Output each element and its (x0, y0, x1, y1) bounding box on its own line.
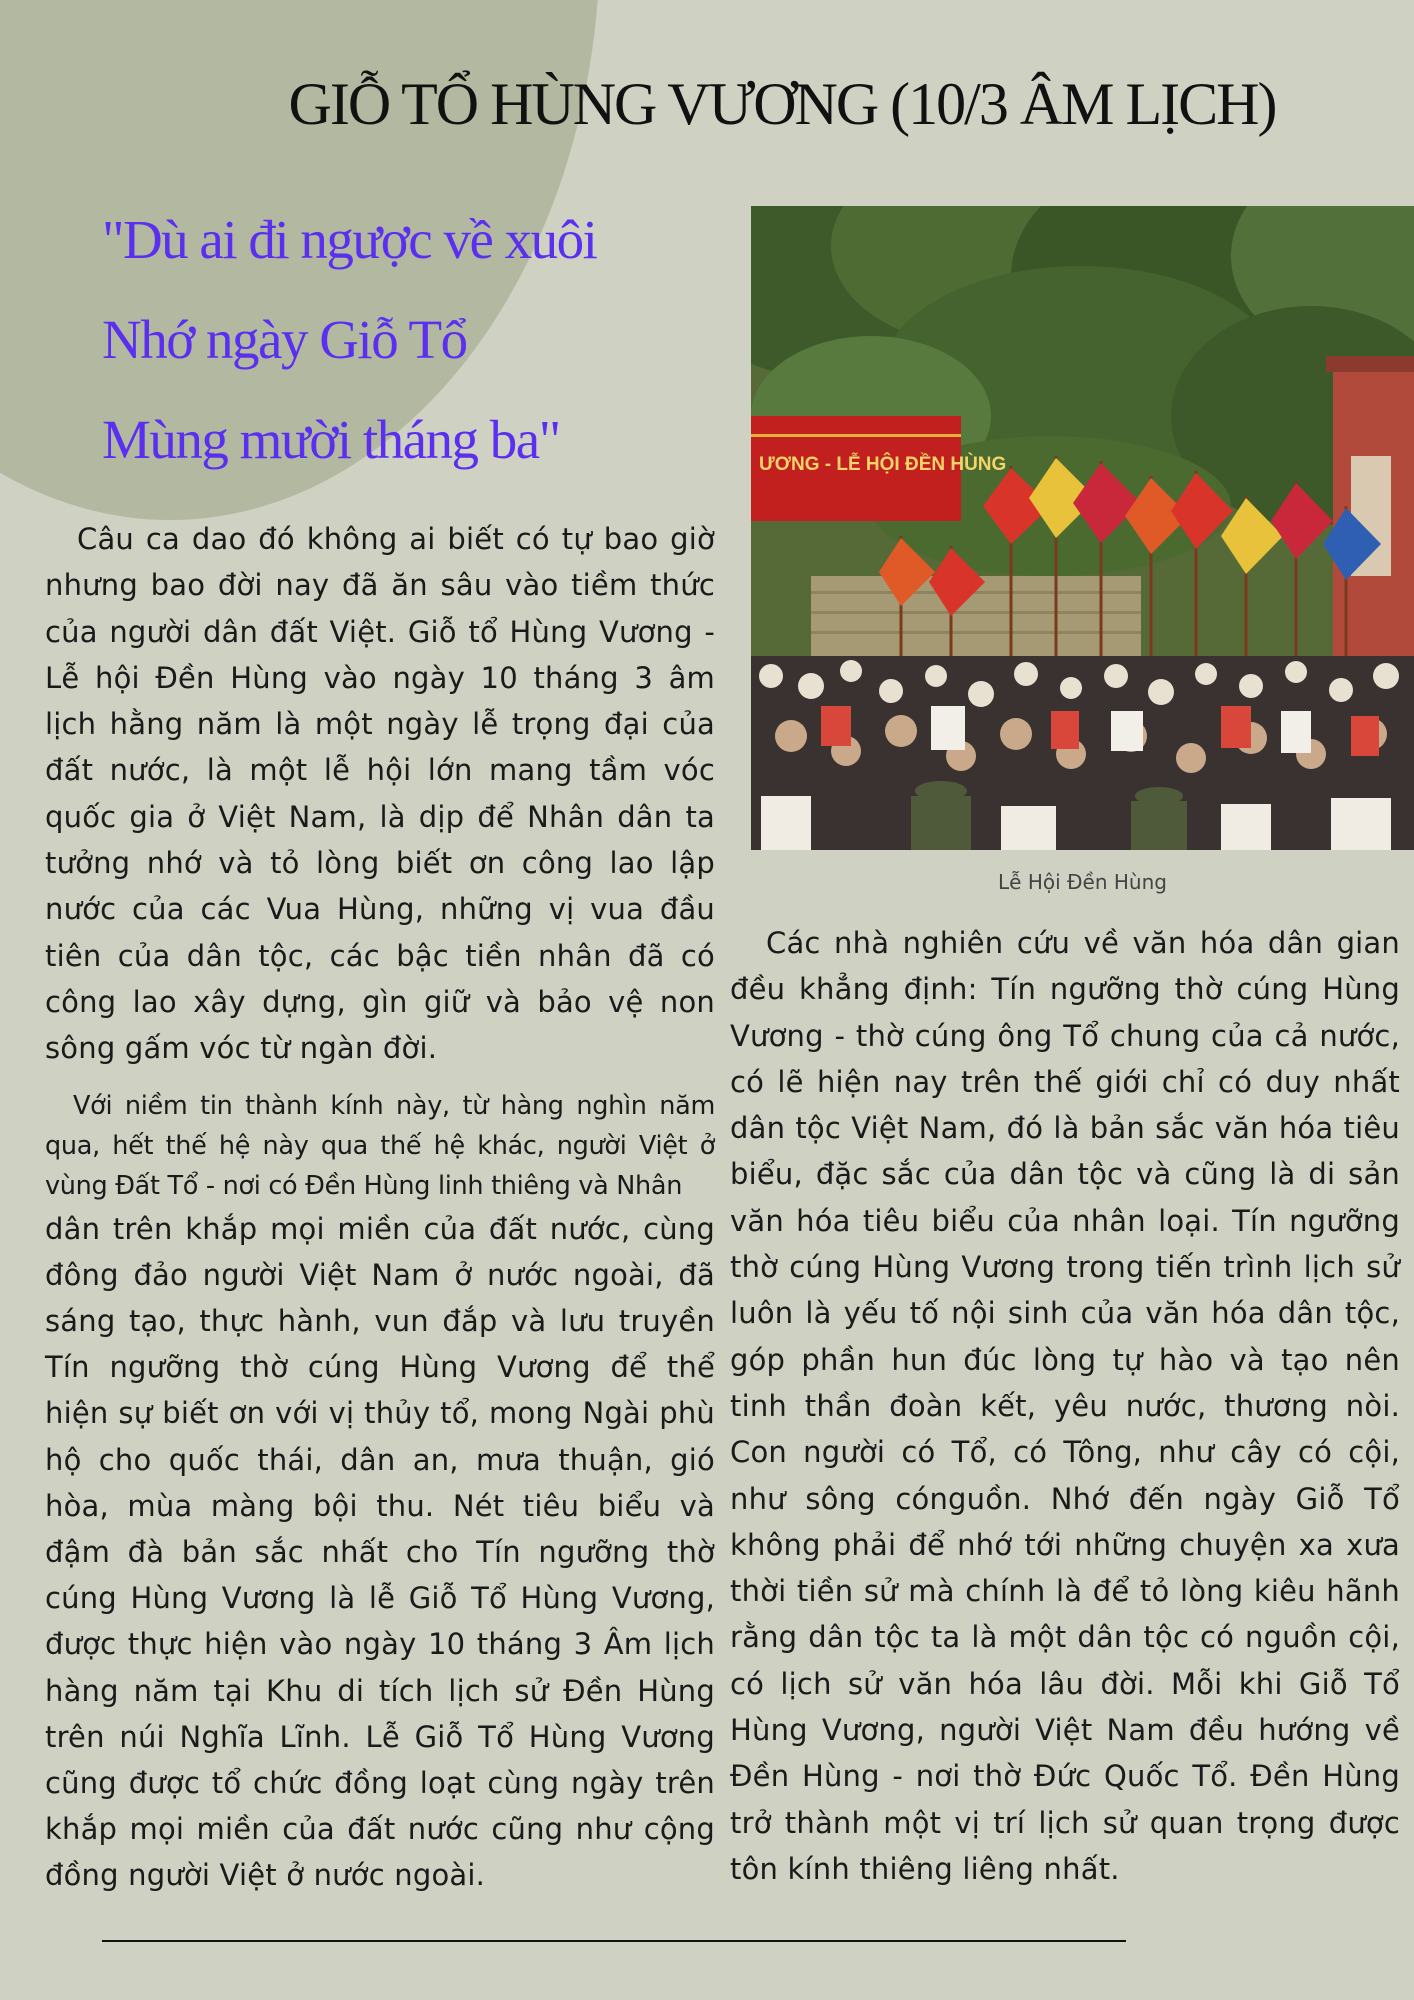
right-paragraph-1: Các nhà nghiên cứu về văn hóa dân gian đều khẳng định: Tín ngưỡng thờ cúng Hùng Vương - thờ cúng ông Tổ chung của cả nước, có lẽ hiện nay trên thế giới chỉ có duy nhất dân tộc Việt Nam, đó là bản sắc văn hóa tiêu biểu, đặc sắc của dân tộc và cũng là di sản văn hóa tiêu biểu của nhân loại. Tín ngưỡng thờ cúng Hùng Vương trong tiến trình lịch sử luôn là yếu tố nội sinh của văn hóa dân tộc, góp phần hun đúc lòng tự hào và tạo nên tinh thần đoàn kết, yêu nước, thương nòi. Con người có Tổ, có Tông, như cây có cội, như sông cónguồn. Nhớ đến ngày Giỗ Tổ không phải để nhớ tới những chuyện xa xưa thời tiền sử mà chính là để tỏ lòng kiêu hãnh rằng dân tộc ta là một dân tộc có nguồn cội, có lịch sử văn hóa lâu đời. Mỗi khi Giỗ Tổ Hùng Vương, người Việt Nam đều hướng về Đền Hùng - nơi thờ Đức Quốc Tổ. Đền Hùng trở thành một vị trí lịch sử quan trọng được tôn kính thiêng liêng nhất. (730, 926, 1400, 1886)
verse-line-1: "Dù ai đi ngược về xuôi (102, 209, 597, 270)
left-paragraph-1: Câu ca dao đó không ai biết có tự bao giờ nhưng bao đời nay đã ăn sâu vào tiềm thức của người dân đất Việt. Giỗ tổ Hùng Vương - Lễ hội Đền Hùng vào ngày 10 tháng 3 âm lịch hằng năm là một ngày lễ trọng đại của đất nước, là một lễ hội lớn mang tầm vóc quốc gia ở Việt Nam, là dịp để Nhân dân ta tưởng nhớ và tỏ lòng biết ơn công lao lập nước của các Vua Hùng, những vị vua đầu tiên của dân tộc, các bậc tiền nhân đã có công lao xây dựng, gìn giữ và bảo vệ non sông gấm vóc từ ngàn đời. (45, 522, 715, 1066)
left-text-column (45, 516, 715, 1899)
banner-text: ƯƠNG - LỄ HỘI ĐỀN HÙNG (759, 454, 1007, 475)
left-paragraph-3: dân trên khắp mọi miền của đất nước, cùng đông đảo người Việt Nam ở nước ngoài, đã sáng tạo, thực hành, vun đắp và lưu truyền Tín ngưỡng thờ cúng Hùng Vương để thể hiện sự biết ơn với vị thủy tổ, mong Ngài phù hộ cho quốc thái, dân an, mưa thuận, gió hòa, mùa màng bội thu. Nét tiêu biểu và đậm đà bản sắc nhất cho Tín ngưỡng thờ cúng Hùng Vương là lễ Giỗ Tổ Hùng Vương, được thực hiện vào ngày 10 tháng 3 Âm lịch hàng năm tại Khu di tích lịch sử Đền Hùng trên núi Nghĩa Lĩnh. Lễ Giỗ Tổ Hùng Vương cũng được tổ chức đồng loạt cùng ngày trên khắp mọi miền của đất nước cũng như cộng đồng người Việt ở nước ngoài. (45, 1211, 715, 1893)
right-text-column (730, 920, 1400, 1892)
verse-quote (102, 200, 742, 500)
festival-photo (751, 206, 1414, 850)
page-title: GIỖ TỔ HÙNG VƯƠNG (10/3 ÂM LỊCH) (288, 71, 1276, 137)
verse-line-2: Nhớ ngày Giỗ Tổ (102, 309, 467, 370)
photo-caption: Lễ Hội Đền Hùng (998, 870, 1167, 894)
footer-divider (102, 1940, 1126, 1942)
verse-line-3: Mùng mười tháng ba" (102, 409, 560, 470)
left-paragraph-2: Với niềm tin thành kính này, từ hàng nghìn năm qua, hết thế hệ này qua thế hệ khác, người Việt ở vùng Đất Tổ - nơi có Đền Hùng linh thiêng và Nhân (45, 1090, 715, 1201)
